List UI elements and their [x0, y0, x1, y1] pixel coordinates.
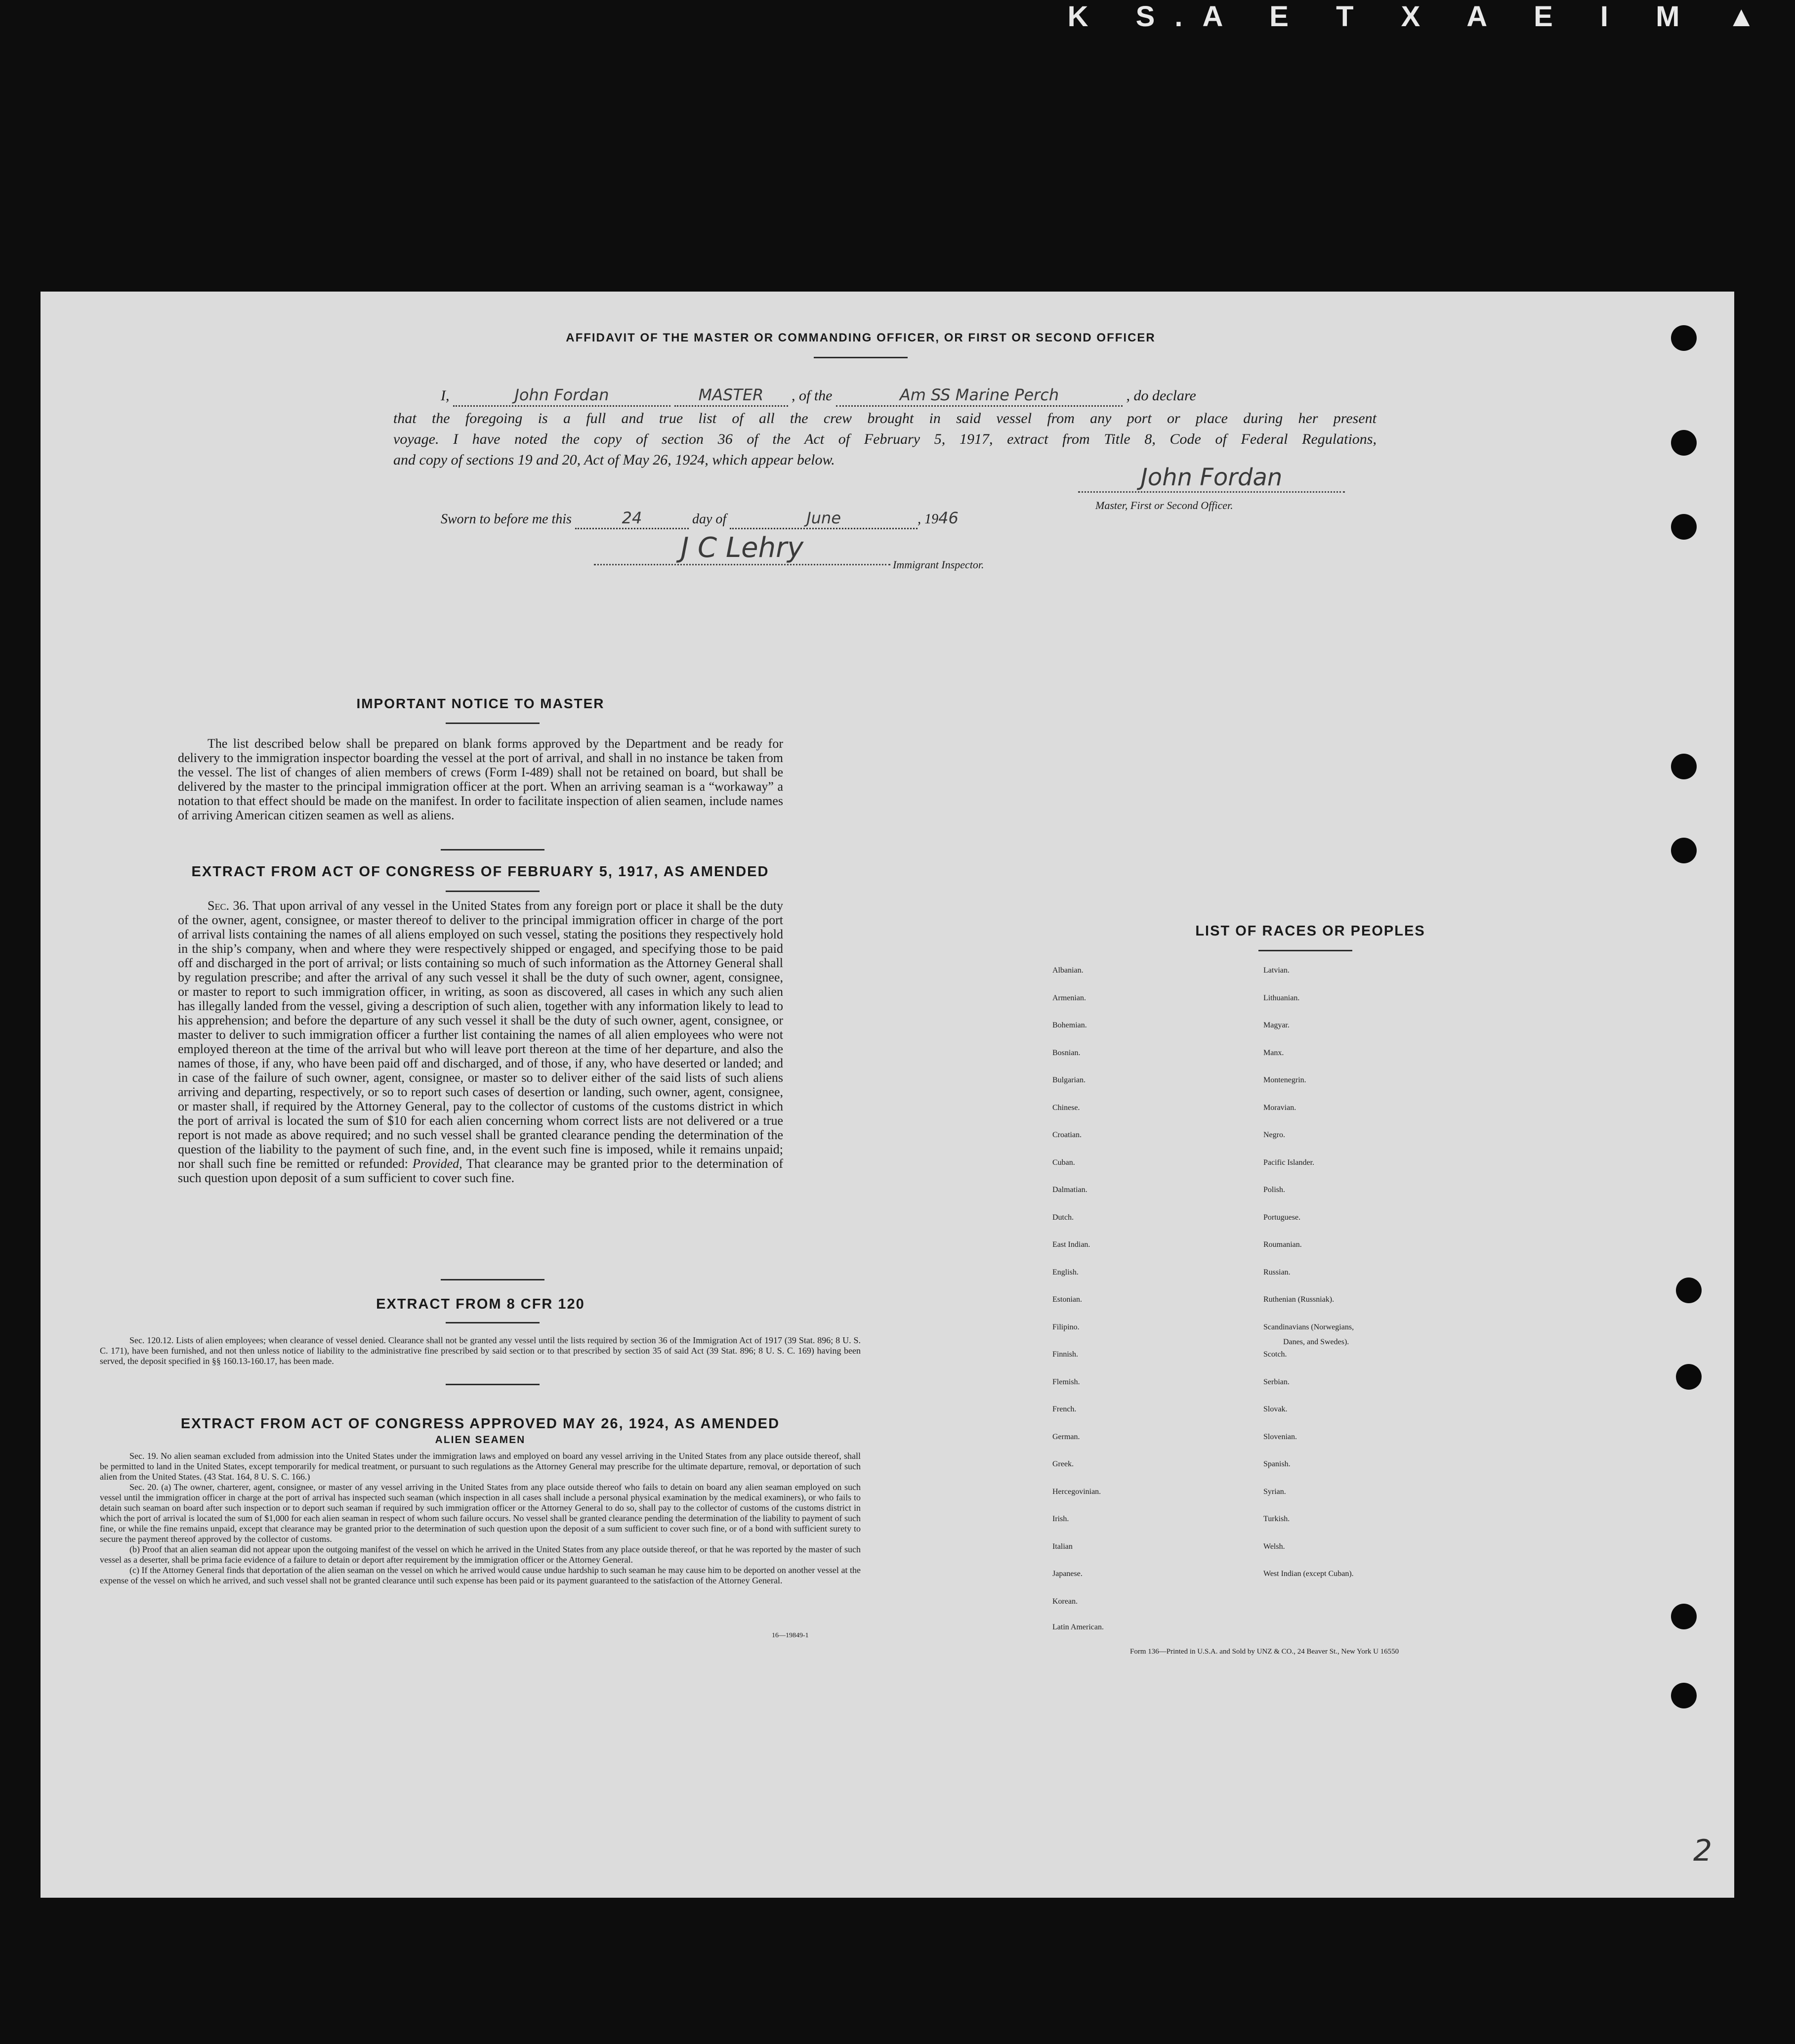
race-item-continuation: Danes, and Swedes). [1283, 1337, 1349, 1346]
race-item: Slovak. [1263, 1405, 1288, 1413]
divider [1258, 950, 1352, 951]
race-item: Armenian. [1052, 993, 1086, 1002]
race-item: Irish. [1052, 1515, 1069, 1523]
affidavit-declaration-line [441, 384, 1379, 407]
inspector-signature: J C Lehry [594, 532, 890, 565]
of-the-text: , of the [792, 387, 833, 404]
section-20c-text: (c) If the Attorney General finds that deportation of the alien seaman on the vessel on which he arrived would cause undue hardship to such seaman he may cause him to be deported on another vessel at the expense of the vessel on which he arrived, and such vessel shall not be granted clearance until such expense has been paid or its payment guaranteed to the satisfaction of the Attorney General. [100, 1565, 861, 1585]
section-20a-text: Sec. 20. (a) The owner, charterer, agent, consignee, or master of any vessel arriving in the United States from any place outside thereof who fails to detain on board any alien seaman employed on such vessel until the immigration officer in charge at the port of arrival has inspected such seaman (which inspection in all cases shall include a personal physical examination by the medical examiners), or who fails to detain such seaman on board after such inspection or to deport such seaman if required by such immigration officer or the Attorney General to do so, shall pay to the collector of customs of the customs district in which the port of arrival is located the sum of $1,000 for each alien seaman in respect of whom such failure occurs. No vessel shall be granted clearance pending the determination of the liability to payment of such fine, or while the fine remains unpaid, except that clearance may be granted prior to the determination of such question upon the deposit of a sum sufficient to cover such fine, or of a bond with sufficient surety to secure the payment thereof approved by the collector of customs. [100, 1482, 861, 1544]
notice-text: The list described below shall be prepared on blank forms approved by the Department and be ready for delivery to the immigration inspector boarding the vessel at the port of arrival, and shall in no instance be taken from the vessel. The list of changes of alien members of crews (Form I-489) shall not be retained on board, but shall be delivered by the master to the principal immigration officer at the port. When an arriving seaman is a “workaway” a notation to that effect should be made on the manifest. In order to facilitate inspection of alien seamen, include names of arriving American citizen seamen as well as aliens. [178, 736, 783, 822]
sworn-month-field: June [730, 508, 918, 529]
extract-cfr-title: EXTRACT FROM 8 CFR 120 [376, 1296, 585, 1312]
race-item: Negro. [1263, 1131, 1285, 1139]
affidavit-body-line: that the foregoing is a full and true list of all the crew brought in said vessel from any port or place during her present [393, 410, 1377, 426]
race-item: Scandinavians (Norwegians, [1263, 1322, 1354, 1331]
divider [446, 1322, 540, 1323]
divider [441, 849, 544, 851]
punch-hole [1676, 1364, 1702, 1390]
section-20b-text: (b) Proof that an alien seaman did not appear upon the outgoing manifest of the vessel on which he arrived in the United States from any place outside thereof, or that he was reported by the master of such vessel as a deserter, shall be prima facie evidence of a failure to detain or deport after requirement by the immigration officer or the Attorney General. [100, 1544, 861, 1565]
divider [446, 1384, 540, 1385]
race-item: Polish. [1263, 1186, 1286, 1194]
race-item: Greek. [1052, 1460, 1074, 1468]
affidavit-body-line: voyage. I have noted the copy of section 36 of the Act of February 5, 1917, extract from Title 8, Code of Federal Regulations, [393, 431, 1377, 447]
race-item: Slovenian. [1263, 1432, 1297, 1441]
master-signature-caption: Master, First or Second Officer. [1095, 499, 1233, 511]
vessel-name-field: Am SS Marine Perch [836, 384, 1123, 407]
master-signature: John Fordan [1078, 464, 1345, 493]
race-item: Cuban. [1052, 1158, 1075, 1167]
race-item: Bohemian. [1052, 1021, 1087, 1029]
race-item: German. [1052, 1432, 1080, 1441]
do-declare-text: , do declare [1126, 387, 1196, 404]
divider [441, 1279, 544, 1280]
race-item: Italian [1052, 1542, 1073, 1551]
divider [446, 723, 540, 724]
alien-seamen-subtitle: ALIEN SEAMEN [435, 1434, 526, 1446]
notice-title: IMPORTANT NOTICE TO MASTER [356, 696, 605, 711]
race-item: Estonian. [1052, 1295, 1082, 1304]
race-item: Pacific Islander. [1263, 1158, 1315, 1167]
race-item: English. [1052, 1268, 1079, 1277]
race-item: Dutch. [1052, 1213, 1074, 1222]
race-item: Finnish. [1052, 1350, 1079, 1359]
race-item: Spanish. [1263, 1460, 1291, 1468]
divider [446, 891, 540, 892]
race-item: Croatian. [1052, 1131, 1082, 1139]
race-item: West Indian (except Cuban). [1263, 1570, 1354, 1578]
sworn-line [441, 508, 959, 529]
race-item: Bulgarian. [1052, 1076, 1086, 1084]
punch-hole [1671, 1683, 1697, 1708]
affidavit-body [393, 408, 1377, 470]
race-item: Hercegovinian. [1052, 1487, 1101, 1496]
section-19-text: Sec. 19. No alien seaman excluded from admission into the United States under the immigration laws and employed on board any vessel arriving in the United States from any place outside thereof, shall be permitted to land in the United States, except temporarily for medical treatment, or pursuant to such regulations as the Attorney General may prescribe for the ultimate departure, removal, or deportation of such alien from the United States. (43 Stat. 164, 8 U. S. C. 166.) [100, 1451, 861, 1482]
affidavit-i: I, [441, 387, 450, 404]
punch-hole [1671, 514, 1697, 540]
sworn-prefix: Sworn to before me this [441, 511, 572, 527]
race-item: Turkish. [1263, 1515, 1290, 1523]
race-item: Magyar. [1263, 1021, 1290, 1029]
film-strip-code: K S.A E T X A E I M ▲ [1067, 0, 1775, 33]
race-item: Japanese. [1052, 1570, 1083, 1578]
extract-1924-text [100, 1451, 861, 1586]
punch-hole [1676, 1278, 1702, 1303]
punch-hole [1671, 838, 1697, 863]
race-item: Bosnian. [1052, 1048, 1081, 1057]
sworn-day-field: 24 [575, 508, 689, 529]
race-item: Albanian. [1052, 966, 1084, 975]
race-item: Montenegrin. [1263, 1076, 1306, 1084]
page-number: 2 [1693, 1833, 1712, 1868]
race-item: Chinese. [1052, 1103, 1080, 1112]
section-36-text-end: That clearance may be granted prior to the determination of such question upon deposit of a sum sufficient to cover such fine. [178, 1156, 784, 1185]
race-item: Latvian. [1263, 966, 1290, 975]
race-item: Dalmatian. [1052, 1186, 1087, 1194]
section-label: Sec. 36. [208, 898, 250, 913]
extract-1924-title: EXTRACT FROM ACT OF CONGRESS APPROVED MAY 26, 1924, AS AMENDED [180, 1416, 780, 1432]
race-item: Russian. [1263, 1268, 1291, 1277]
race-item: Flemish. [1052, 1377, 1080, 1386]
race-item: Scotch. [1263, 1350, 1287, 1359]
race-item: Roumanian. [1263, 1240, 1302, 1249]
divider [814, 357, 908, 358]
affidavit-title: AFFIDAVIT OF THE MASTER OR COMMANDING OFFICER, OR FIRST OR SECOND OFFICER [566, 331, 1156, 344]
race-item: Lithuanian. [1263, 993, 1300, 1002]
extract-cfr-text: Sec. 120.12. Lists of alien employees; when clearance of vessel denied. Clearance shall not be granted any vessel until the lists required by section 36 of the Immigration Act of 1917 (39 Stat. 896; 8 U. S. C. 171), have been furnished, and not then unless notice of liability to the administrative fine prescribed by said section or to that prescribed by section 35 of said Act (39 Stat. 896; 8 U. S. C. 169) having been served, the deposit specified in §§ 160.13-160.17, has been made. [100, 1335, 861, 1366]
extract-1917-title: EXTRACT FROM ACT OF CONGRESS OF FEBRUARY 5, 1917, AS AMENDED [191, 864, 769, 880]
affidavit-body-line: and copy of sections 19 and 20, Act of May 26, 1924, which appear below. [393, 452, 835, 468]
race-item: East Indian. [1052, 1240, 1090, 1249]
document-page [41, 292, 1734, 1898]
race-item: Latin American. [1052, 1623, 1104, 1631]
year-prefix: , 19 [918, 511, 939, 527]
provided-text: Provided, [412, 1156, 462, 1171]
race-item: Moravian. [1263, 1103, 1296, 1112]
race-item: French. [1052, 1405, 1077, 1413]
extract-1917-text [178, 898, 783, 1185]
race-item: Ruthenian (Russniak). [1263, 1295, 1335, 1304]
race-item: Welsh. [1263, 1542, 1285, 1551]
race-item: Korean. [1052, 1597, 1078, 1606]
section-36-text: That upon arrival of any vessel in the United States from any foreign port or place it shall be the duty of the owner, agent, consignee, or master thereof to deliver to the principal immigration officer in charge of the port of arrival lists containing the names of all aliens employed on such vessel, stating the positions they respectively hold in the ship’s company, when and where they were respectively shipped or engaged, and specifying those to be paid off and discharged in the port of arrival; or lists containing so much of such information as the Attorney General shall by regulation prescribe; and after the arrival of any such vessel it shall be the duty of such owner, agent, consignee, or master to report to such immigration officer, in writing, as soon as discovered, all cases in which any such alien has illegally landed from the vessel, giving a description of such alien, together with any information likely to lead to his apprehension; and before the departure of any such vessel it shall be the duty of such owner, agent, consignee, or master to deliver to such immigration officer a further list containing the names of all alien employees who were not employed thereon at the time of the arrival but who will leave port thereon at the time of her departure, and also the names of those, if any, who have been paid off and discharged, and of those, if any, who have deserted or landed; and in case of the failure of such owner, agent, consignee, or master so to deliver either of the said lists of such aliens arriving and departing, respectively, or so to report such cases of desertion or landing, such owner, agent, consignee, or master shall, if required by the Attorney General, pay to the collector of customs of the customs district in which the port of arrival is located the sum of $10 for each alien concerning whom correct lists are not delivered or a true report is not made as above required; and no such vessel shall be granted clearance pending the determination of the question of the liability to the payment of such fine, and, in the event such fine is imposed, while it remains unpaid; nor shall such fine be remitted or refunded: [178, 898, 783, 1171]
day-of-text: day of [692, 511, 727, 527]
master-name-field: John Fordan [453, 384, 670, 407]
race-item: Filipino. [1052, 1322, 1080, 1331]
punch-hole [1671, 1604, 1697, 1629]
race-item: Serbian. [1263, 1377, 1290, 1386]
punch-hole [1671, 430, 1697, 456]
punch-hole [1671, 754, 1697, 779]
position-field: MASTER [674, 384, 788, 407]
race-item: Portuguese. [1263, 1213, 1301, 1222]
inspector-caption: Immigrant Inspector. [893, 558, 984, 571]
sworn-year-field: 46 [938, 509, 959, 527]
races-title: LIST OF RACES OR PEOPLES [1195, 923, 1425, 939]
form-code: 16—19849-1 [772, 1632, 809, 1639]
race-item: Manx. [1263, 1048, 1284, 1057]
race-item: Syrian. [1263, 1487, 1286, 1496]
printer-info: Form 136—Printed in U.S.A. and Sold by UNZ & CO., 24 Beaver St., New York U 16550 [1130, 1648, 1399, 1656]
